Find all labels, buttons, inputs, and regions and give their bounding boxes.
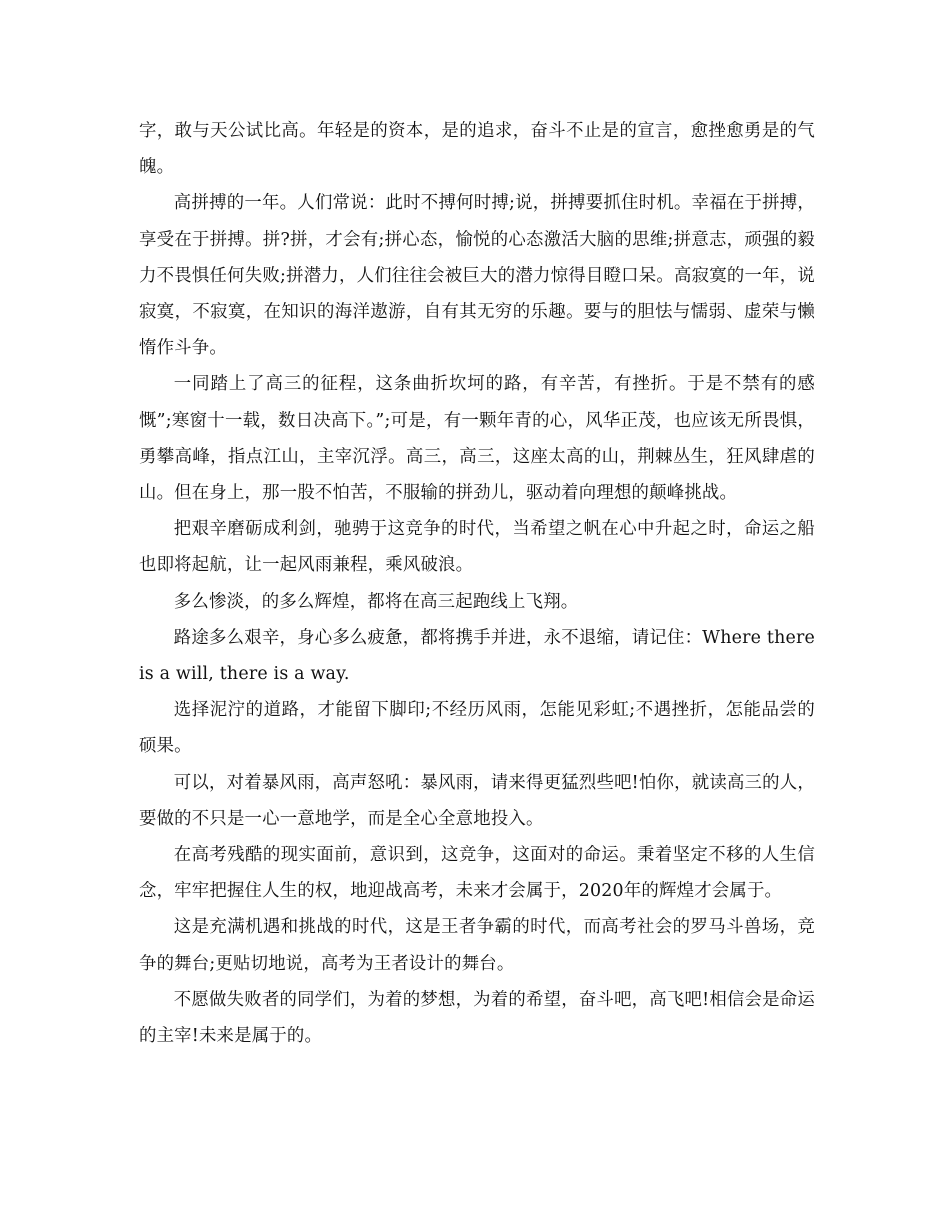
paragraph-8: 可以，对着暴风雨，高声怒吼：暴风雨，请来得更猛烈些吧!怕你，就读高三的人，要做的不只是一心一意地学，而是全心全意地投入。 [139, 772, 815, 829]
paragraph-10: 这是充满机遇和挑战的时代，这是王者争霸的时代，而高考社会的罗马斗兽场，竞争的舞台;更贴切地说，高考为王者设计的舞台。 [139, 917, 815, 974]
paragraph-6: 路途多么艰辛，身心多么疲惫，都将携手并进，永不退缩，请记住：Where there is a will, there is a way. [139, 627, 815, 685]
paragraph-2: 高拼搏的一年。人们常说：此时不搏何时搏;说，拼搏要抓住时机。幸福在于拼搏，享受在于拼搏。拼?拼，才会有;拼心态，愉悦的心态激活大脑的思维;拼意志，顽强的毅力不畏惧任何失败;拼潜力，人们往往会被巨大的潜力惊得目瞪口呆。高寂寞的一年，说寂寞，不寂寞，在知识的海洋遨游，自有其无穷的乐趣。要与的胆怯与懦弱、虚荣与懒惰作斗争。 [139, 193, 815, 359]
paragraph-11: 不愿做失败者的同学们，为着的梦想，为着的希望，奋斗吧，高飞吧!相信会是命运的主宰!未来是属于的。 [139, 989, 815, 1047]
paragraph-4: 把艰辛磨砺成利剑，驰骋于这竞争的时代，当希望之帆在心中升起之时，命运之船也即将起航，让一起风雨兼程，乘风破浪。 [139, 519, 815, 576]
paragraph-9: 在高考残酷的现实面前，意识到，这竞争，这面对的命运。秉着坚定不移的人生信念，牢牢把握住人生的权，地迎战高考，未来才会属于，2020年的辉煌才会属于。 [139, 845, 815, 902]
paragraph-3: 一同踏上了高三的征程，这条曲折坎坷的路，有辛苦，有挫折。于是不禁有的感慨”;寒窗十一载，数日决高下。”;可是，有一颗年青的心，风华正茂，也应该无所畏惧，勇攀高峰，指点江山，主宰沉浮。高三，高三，这座太高的山，荆棘丛生，狂风肆虐的山。但在身上，那一股不怕苦，不服输的拼劲儿，驱动着向理想的颠峰挑战。 [139, 374, 815, 504]
paragraph-5: 多么惨淡，的多么辉煌，都将在高三起跑线上飞翔。 [173, 591, 579, 612]
document-body [139, 113, 815, 1054]
paragraph-1: 字，敢与天公试比高。年轻是的资本，是的追求，奋斗不止是的宣言，愈挫愈勇是的气魄。 [139, 121, 815, 178]
paragraph-7: 选择泥泞的道路，才能留下脚印;不经历风雨，怎能见彩虹;不遇挫折，怎能品尝的硕果。 [139, 700, 815, 757]
